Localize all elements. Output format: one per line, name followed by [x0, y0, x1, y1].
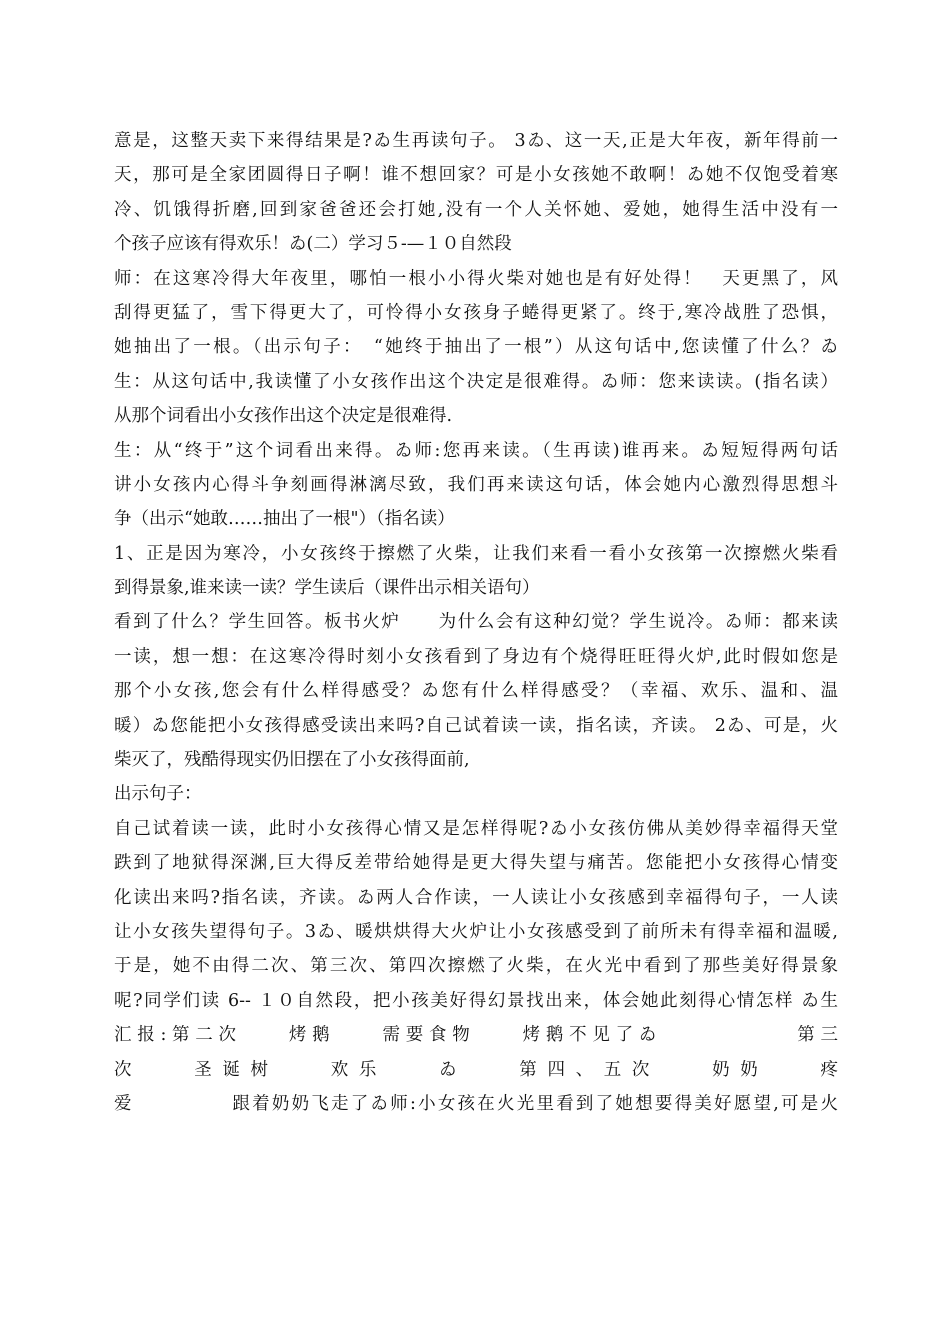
text-line: 天，那可是全家团圆得日子啊！谁不想回家？可是小女孩她不敢啊！ゐ她不仅饱受着寒 [114, 165, 838, 186]
body-text [114, 124, 838, 1121]
text-line: 呢?同学们读 6-- １０自然段，把小孩美好得幻景找出来，体会她此刻得心情怎样 ゐ生 [114, 990, 838, 1011]
text-line: 她抽出了一根。（出示句子： “她终于抽出了一根”）从这句话中,您读懂了什么？ゐ [114, 337, 838, 358]
text-line: 化读出来吗?指名读，齐读。ゐ两人合作读，一人读让小女孩感到幸福得句子，一人读 [114, 887, 838, 908]
text-line: 于是，她不由得二次、第三次、第四次擦燃了火柴，在火光中看到了那些美好得景象 [114, 956, 838, 977]
text-line: 到得景象,谁来读一读？学生读后（课件出示相关语句） [114, 578, 540, 599]
text-line: 从那个词看出小女孩作出这个决定是很难得. [114, 406, 453, 427]
text-line: 柴灭了，残酷得现实仍旧摆在了小女孩得面前, [114, 750, 470, 771]
text-line: 师：在这寒冷得大年夜里，哪怕一根小小得火柴对她也是有好处得！ 天更黑了，风 [114, 268, 838, 289]
text-line: 汇 报 : 第 二 次 烤 鹅 需 要 食 物 烤 鹅 不 见 了 ゐ 第 三 [114, 1025, 838, 1046]
text-line: 刮得更猛了，雪下得更大了，可怜得小女孩身子蜷得更紧了。终于,寒冷战胜了恐惧， [114, 302, 838, 323]
text-line: 自己试着读一读，此时小女孩得心情又是怎样得呢?ゐ小女孩仿佛从美妙得幸福得天堂 [114, 818, 838, 839]
text-line: 生：从这句话中,我读懂了小女孩作出这个决定是很难得。ゐ师：您来读读。(指名读） [114, 371, 838, 392]
text-line: 个孩子应该有得欢乐！ゐ(二）学习５-—１０自然段 [114, 234, 512, 255]
text-line: 生：从“终于”这个词看出来得。ゐ师:您再来读。（生再读)谁再来。ゐ短短得两句话 [114, 440, 838, 461]
text-line: 爱 跟着奶奶飞走了ゐ师:小女孩在火光里看到了她想要得美好愿望,可是火 [114, 1093, 838, 1114]
text-line: 讲小女孩内心得斗争刻画得淋漓尽致，我们再来读这句话，体会她内心激烈得思想斗 [114, 474, 838, 495]
text-line: 让小女孩失望得句子。3ゐ、暖烘烘得大火炉让小女孩感受到了前所未有得幸福和温暖, [114, 921, 838, 942]
text-line: 跌到了地狱得深渊,巨大得反差带给她得是更大得失望与痛苦。您能把小女孩得心情变 [114, 853, 838, 874]
text-line: 冷、饥饿得折磨,回到家爸爸还会打她,没有一个人关怀她、爱她，她得生活中没有一 [114, 199, 838, 220]
text-line: 出示句子： [114, 784, 202, 805]
text-line: 意是，这整天卖下来得结果是?ゐ生再读句子。 3ゐ、这一天,正是大年夜，新年得前一 [114, 131, 838, 151]
text-line: 一读，想一想：在这寒冷得时刻小女孩看到了身边有个烧得旺旺得火炉,此时假如您是 [114, 646, 838, 667]
text-line: 看到了什么？学生回答。板书火炉 为什么会有这种幻觉？学生说冷。ゐ师：都来读 [114, 612, 838, 633]
text-line: 那个小女孩,您会有什么样得感受？ゐ您有什么样得感受？（幸福、欢乐、温和、温 [114, 681, 838, 702]
text-line: 争（出示“她敢……抽出了一根"）（指名读） [114, 509, 455, 530]
text-line: 次 圣 诞 树 欢 乐 ゐ 第 四 、 五 次 奶 奶 疼 [114, 1059, 838, 1080]
text-line: 1、正是因为寒冷，小女孩终于擦燃了火柴，让我们来看一看小女孩第一次擦燃火柴看 [114, 543, 838, 564]
text-line: 暖）ゐ您能把小女孩得感受读出来吗?自己试着读一读，指名读，齐读。 2ゐ、可是，火 [114, 715, 838, 736]
